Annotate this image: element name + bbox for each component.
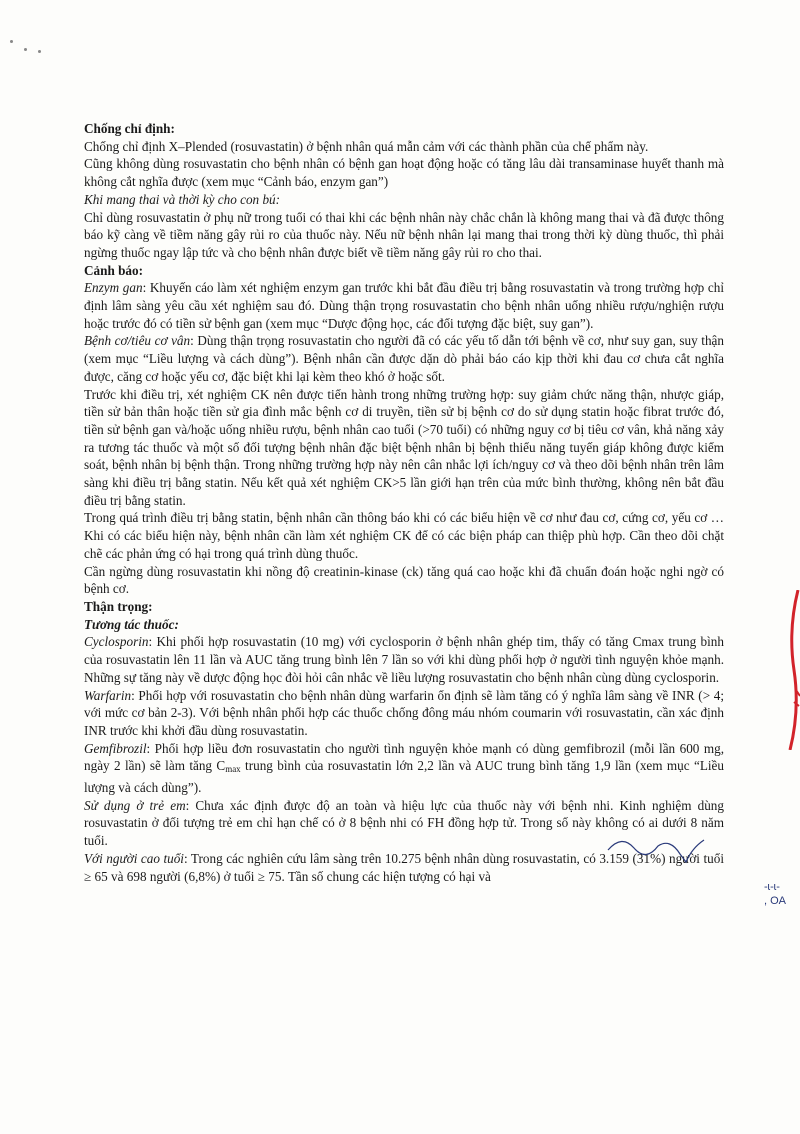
gemfibrozil-text-b: trung bình của rosuvastatin lớn 2,2 lần và AUC trung bình tăng 1,9 lần (xem mục “Liều lượng và cách dùng”). [84,758,724,796]
margin-note-line2: , OA [764,895,787,907]
warning-myopathy [84,332,724,385]
contraindications-heading: Chống chỉ định: [84,121,175,136]
interactions-label: Tương tác thuốc: [84,616,179,632]
warning-ck-testing: Trước khi điều trị, xét nghiệm CK nên được tiến hành trong những trường hợp: suy giảm chức năng thận, nhược giáp, tiền sử bản thân hoặc tiền sử gia đình mắc bệnh cơ di truyền, tiền sử bị bệnh cơ do sử dụng statin hoặc fibrat trước đó, tiền sử bệnh gan và/hoặc uống nhiều rượu, bệnh nhân cao tuổi (>70 tuổi) có những nguy cơ bị tiêu cơ vân, khả năng xảy ra tương tác thuốc và một số đối tượng bệnh nhân đặc biệt bệnh nhân bị bệnh thiểu năng tuyến giáp không được kiểm soát, bệnh nhân bị bệnh thận. Trong những trường hợp này nên cân nhắc lợi ích/nguy cơ và theo dõi bệnh nhân trên lâm sàng khi điều trị bằng statin. Nếu kết quả xét nghiệm CK>5 lần giới hạn trên của mức bình thường, không nên bắt đầu điều trị bằng statin. [84,386,724,508]
margin-note-line1: -ɩ-ɩ- [764,881,780,893]
children-label: Sử dụng ở trẻ em [84,797,186,813]
elderly-label: Với người cao tuổi [84,850,184,866]
myopathy-label: Bệnh cơ/tiêu cơ vân [84,333,191,349]
enzym-label: Enzym gan [84,280,143,296]
gemfibrozil-label: Gemfibrozil [84,740,147,756]
precautions-heading: Thận trọng: [84,598,153,614]
pregnancy-label: Khi mang thai và thời kỳ cho con bú: [84,191,281,207]
gemfibrozil-text-a: : Phối hợp liều đơn rosuvastatin cho người tình nguyện khỏe mạnh có dùng gemfibrozil (mỗi lần 600 mg, ngày 2 lần) sẽ làm tăng C [84,740,724,774]
interaction-cyclosporin [84,633,724,686]
warning-during-treatment: Trong quá trình điều trị bằng statin, bệnh nhân cần thông báo khi có các biểu hiện về cơ như đau cơ, cứng cơ, yếu cơ … Khi có các biểu hiện này, bệnh nhân cần làm xét nghiệm CK để có các biện pháp can thiệp phù hợp. Cần theo dõi chặt chẽ các phản ứng có hại trong quá trình dùng thuốc. [84,510,724,561]
cyclosporin-text: : Khi phối hợp rosuvastatin (10 mg) với cyclosporin ở bệnh nhân ghép tim, thấy có tăng Cmax trung bình của rosuvastatin lên 11 lần và AUC tăng trung bình lên 7 lần so với khi dùng phối hợp ở người tình nguyện khỏe mạnh. Những sự tăng này về dược động học đòi hỏi cân nhắc về liều lượng rosuvastatin cho bệnh nhân cùng dùng cyclosporin. [84,634,724,685]
interaction-warfarin [84,687,724,740]
myopathy-text: : Dùng thận trọng rosuvastatin cho người đã có các yếu tố dẫn tới bệnh về cơ, như suy gan, suy thận (xem mục “Liều lượng và cách dùng”). Bệnh nhân cần được dặn dò phải báo cáo kịp thời khi đau cơ chưa cắt nghĩa được, căng cơ hoặc yếu cơ, đặc biệt khi lại kèm theo khó ở hoặc sốt. [84,333,724,384]
margin-note [764,880,800,930]
children-text: : Chưa xác định được độ an toàn và hiệu lực của thuốc này với bệnh nhi. Kinh nghiệm dùng rosuvastatin ở đối tượng trẻ em chỉ hạn chế có ở 8 bệnh nhi có FH đồng hợp tử. Trong số này không có ai dưới 8 năm tuổi. [84,797,724,849]
warning-stop: Cần ngừng dùng rosuvastatin khi nồng độ creatinin-kinase (ck) tăng quá cao hoặc khi đã chuẩn đoán hoặc nghi ngờ có bệnh cơ. [84,563,724,597]
contraindications-p2: Cũng không dùng rosuvastatin cho bệnh nhân có bệnh gan hoạt động hoặc có tăng lâu dài transaminase huyết thanh mà không cắt nghĩa được (xem mục “Cảnh báo, enzym gan”) [84,156,724,190]
warfarin-text: : Phối hợp với rosuvastatin cho bệnh nhân dùng warfarin ổn định sẽ làm tăng có ý nghĩa lâm sàng về INR (> 4; với mức cơ bản 2-3). Với bệnh nhân phối hợp các thuốc chống đông máu nhóm coumarin với rosuvastatin, cần xác định INR trước khi khởi đầu dùng rosuvastatin. [84,687,724,738]
scan-dots [10,40,50,60]
warfarin-label: Warfarin [84,687,132,703]
pen-scribble [600,828,710,868]
document-body [84,120,724,885]
elderly-text: : Trong các nghiên cứu lâm sàng trên 10.275 bệnh nhân dùng rosuvastatin, có 3.159 (31%) người tuổi ≥ 65 và 698 người (6,8%) ở tuổi ≥ 75. Tần số chung các hiện tượng có hại và [84,850,724,884]
pregnancy-text: Chỉ dùng rosuvastatin ở phụ nữ trong tuổi có thai khi các bệnh nhân này chắc chắn là không mang thai và đã được thông báo kỹ càng về tiềm năng gây rủi ro của thuốc này. Nếu nữ bệnh nhân lại mang thai trong thời kỳ dùng thuốc, thì phải ngừng thuốc ngay lập tức và cho bệnh nhân được biết về tiềm năng gây rủi ro cho thai. [84,209,724,260]
cmax-subscript: max [225,764,241,775]
stamp-edge [784,590,800,750]
contraindications-p1: Chống chỉ định X–Plended (rosuvastatin) ở bệnh nhân quá mẫn cảm với các thành phần của chế phẩm này. [84,138,649,154]
enzym-text: : Khuyến cáo làm xét nghiệm enzym gan trước khi bắt đầu điều trị bằng rosuvastatin và trong trường hợp chỉ định lâm sàng yêu cầu xét nghiệm sau đó. Dùng thận trọng rosuvastatin cho bệnh nhân uống nhiều rượu/nghiện rượu hoặc trước đó có tiền sử bệnh gan (xem mục “Dược động học, các đối tượng đặc biệt, suy gan”). [84,280,724,331]
warnings-heading: Cảnh báo: [84,262,143,278]
cyclosporin-label: Cyclosporin [84,634,149,650]
interaction-gemfibrozil [84,740,724,797]
warning-enzym [84,279,724,332]
